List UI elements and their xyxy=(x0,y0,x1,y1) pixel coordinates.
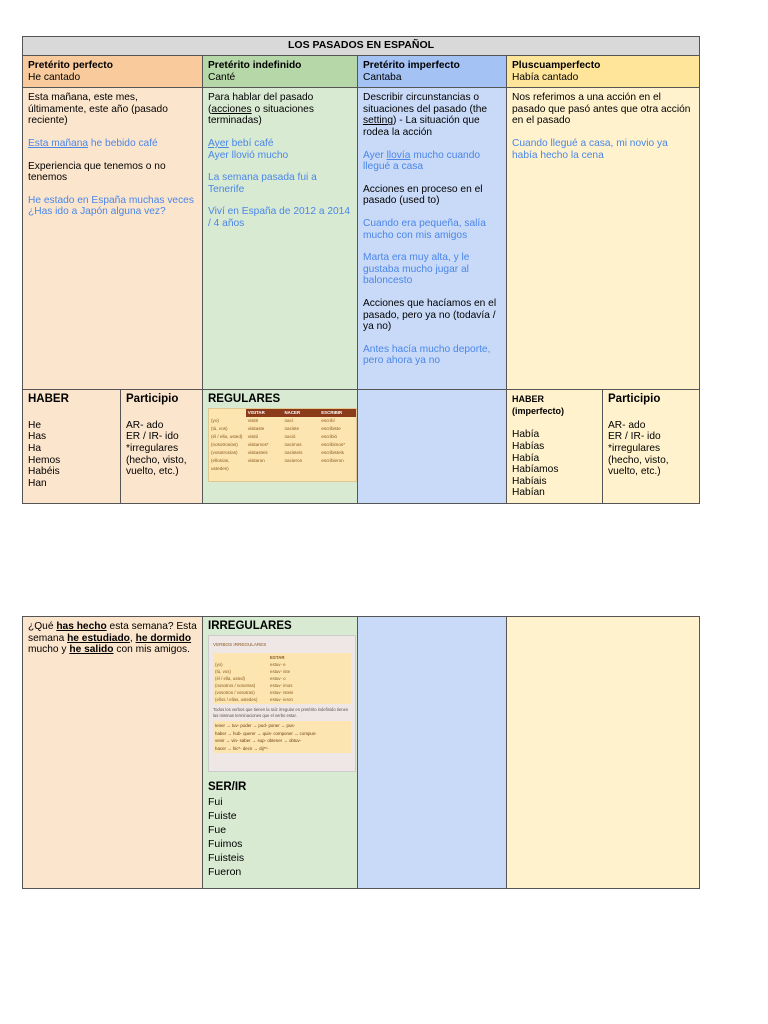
header-preterito-perfecto: Pretérito perfecto He cantado xyxy=(23,56,203,88)
regulares-conjugation-image: VISITAR NACER ESCRIBIR (yo) visité nací escribí (tú, vos) visitaste naciste escribiste (él / ella, usted) visitó nació escribió (nosotros/as) visitamos* nacimos escribimos* (vosotros/as) visitasteis nacisteis escribisteis (ellos/as, ustedes) visitaron nacieron escribieron xyxy=(208,408,357,482)
participio-cell: Participio AR- ado ER / IR- ido *irregulares (hecho, visto, vuelto, etc.) xyxy=(121,390,203,504)
imperfecto-empty-cell-2 xyxy=(358,617,507,889)
haber-cell: HABER He Has Ha Hemos Habéis Han xyxy=(23,390,121,504)
imperfecto-empty-cell xyxy=(358,390,507,504)
regulares-cell: REGULARES VISITAR NACER ESCRIBIR (yo) visité nací escribí (tú, vos) visitaste naciste escribiste (él / ella, usted) visitó nació escribió (nosotros/as) visitamos* nacimos escribimos* (vosotros/as) visitasteis nacisteis escribisteis (ellos/as, ustedes) visitaron nacieron escribieron xyxy=(203,390,358,504)
table-title: LOS PASADOS EN ESPAÑOL xyxy=(23,37,700,56)
pluscuamperfecto-uses-cell: Nos referimos a una acción en el pasado que pasó antes que otra acción en el pasado Cuando llegué a casa, mi novio ya había hecho la cena xyxy=(507,88,700,390)
header-pluscuamperfecto: Pluscuamperfecto Había cantado xyxy=(507,56,700,88)
header-preterito-indefinido: Pretérito indefinido Canté xyxy=(203,56,358,88)
irregulares-conjugation-image: VERBOS IRREGULARES ESTAR (yo) estuv- e (tú, vos) estuv- iste (él / ella, usted) estuv- o (nosotros / nosotras) estuv- imos (vosotros / vosotras) estuv- isteis (ellos / ellas, ustedes) estuv- ieron Todos los verbos que tienen la raíz irregular en pretérito indefinido tienen las mismas terminaciones que el verbo estar. tener → tuv- poder → pud- poner → pus- haber → hub- querer → quis- componer → compus- venir → vin- saber → sup- obtener → obtuv- hacer → hic*- decir → dij**- xyxy=(208,635,356,772)
perfecto-example-cell: ¿Qué has hecho esta semana? Esta semana he estudiado, he dormido mucho y he salido con mis amigos. xyxy=(23,617,203,889)
haber-imperfecto-cell: HABER (imperfecto) Había Habías Había Habíamos Habíais Habían xyxy=(507,390,603,504)
irregulares-cell: IRREGULARES VERBOS IRREGULARES ESTAR (yo) estuv- e (tú, vos) estuv- iste (él / ella, usted) estuv- o (nosotros / nosotras) estuv- imos (vosotros / vosotras) estuv- isteis (ellos / ellas, ustedes) estuv- ieron Todos los verbos que tienen la raíz irregular en pretérito indefinido tienen las mismas terminaciones que el verbo estar. tener → tuv- poder → pud- poner → pus- haber → hub- querer → quis- componer → compus- venir → vin- saber → sup- obtener → obtuv- hacer → hic*- decir → dij**- SER/IR Fui Fuiste Fue Fuimos Fuisteis Fueron xyxy=(203,617,358,889)
pluscuamperfecto-empty-cell xyxy=(507,617,700,889)
indefinido-uses-cell: Para hablar del pasado (acciones o situaciones terminadas) Ayer bebí café Ayer llovió mucho La semana pasada fui a Tenerife Viví en España de 2012 a 2014 / 4 años xyxy=(203,88,358,390)
imperfecto-uses-cell: Describir circunstancias o situaciones del pasado (the setting) - La situación que rodea la acción Ayer llovía mucho cuando llegué a casa Acciones en proceso en el pasado (used to) Cuando era pequeña, salía mucho con mis amigos Marta era muy alta, y le gustaba mucho jugar al baloncesto Acciones que hacíamos en el pasado, pero ya no (todavía / ya no) Antes hacía mucho deporte, pero ahora ya no xyxy=(358,88,507,390)
examples-table xyxy=(22,616,700,889)
participio-pluscuam-cell: Participio AR- ado ER / IR- ido *irregulares (hecho, visto, vuelto, etc.) xyxy=(603,390,700,504)
header-preterito-imperfecto: Pretérito imperfecto Cantaba xyxy=(358,56,507,88)
perfecto-uses-cell: Esta mañana, este mes, últimamente, este año (pasado reciente) Esta mañana he bebido café Experiencia que tenemos o no tenemos He estado en España muchas veces ¿Has ido a Japón alguna vez? xyxy=(23,88,203,390)
past-tenses-table xyxy=(22,36,700,504)
